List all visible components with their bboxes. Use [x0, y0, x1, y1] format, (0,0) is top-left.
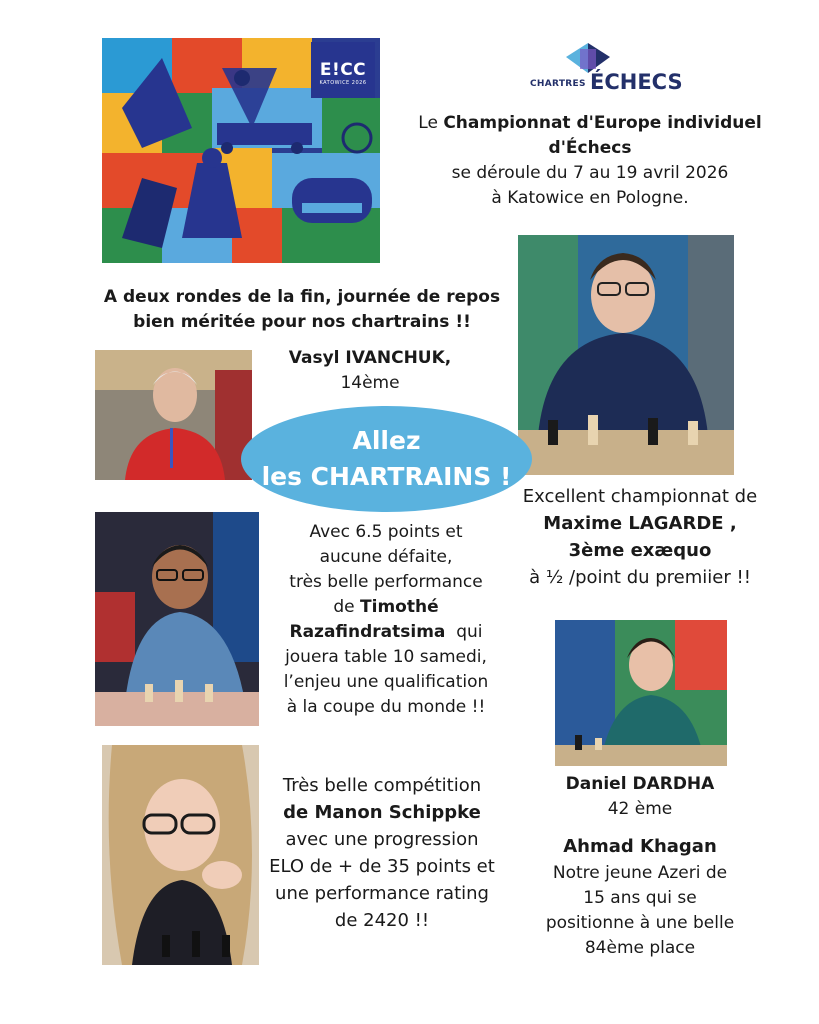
chartres-echecs-logo: [530, 35, 683, 97]
manon-line-1: Très belle compétition: [282, 775, 482, 796]
cheer-line-2: les CHARTRAINS !: [261, 462, 512, 491]
manon-line-3: avec une progression: [285, 829, 479, 850]
ivanchuk-rank: 14ème: [340, 373, 400, 393]
club-name-big: ÉCHECS: [590, 70, 683, 94]
timothe-line-6: jouera table 10 samedi,: [285, 647, 487, 667]
lagarde-line-4: à ½ /point du premiier !!: [529, 567, 751, 588]
manon-text: [262, 772, 502, 934]
dardha-name: Daniel DARDHA: [565, 774, 715, 794]
intro-prefix: Le: [418, 113, 444, 133]
cheer-line-1: Allez: [352, 426, 421, 455]
ecc-logo-subtext: KATOWICE 2026: [319, 80, 367, 86]
ecc-logo-text: E!CC: [319, 60, 367, 80]
championship-poster: [102, 38, 380, 263]
intro-line-2: [400, 136, 780, 161]
intro-line-3: se déroule du 7 au 19 avril 2026: [451, 163, 729, 183]
ivanchuk-photo: [95, 350, 252, 480]
timothe-text: [266, 520, 506, 720]
headline-line-1: A deux rondes de la fin, journée de repos: [103, 287, 501, 307]
club-name-small: CHARTRES: [530, 79, 586, 89]
intro-event-name: Championnat d'Europe individuel: [443, 113, 762, 133]
intro-line-1: [400, 111, 780, 136]
lagarde-line-1: Excellent championnat de: [522, 486, 758, 507]
lagarde-line-2: Maxime LAGARDE ,: [543, 513, 737, 534]
khagan-text: [520, 834, 760, 961]
timothe-firstname: Timothé: [360, 597, 439, 617]
timothe-line-8: à la coupe du monde !!: [286, 697, 486, 717]
ecc-logo: [311, 42, 375, 98]
khagan-line-4: 84ème place: [584, 938, 696, 958]
manon-line-5: une performance rating: [275, 883, 489, 904]
lagarde-text: [505, 483, 775, 591]
khagan-line-3: positionne à une belle: [545, 913, 735, 933]
intro-event-name-end: d'Échecs: [548, 138, 632, 158]
cheer-bubble: [241, 406, 532, 512]
manon-line-6: de 2420 !!: [334, 910, 430, 931]
timothe-lastname: Razafindratsima: [289, 622, 446, 642]
timothe-suffix: qui: [445, 622, 483, 642]
ivanchuk-name: Vasyl IVANCHUK,: [288, 348, 452, 368]
headline-line-2: bien méritée pour nos chartrains !!: [133, 312, 471, 332]
intro-line-4: à Katowice en Pologne.: [491, 188, 689, 208]
dardha-caption: [540, 772, 740, 822]
lagarde-line-3: 3ème exæquo: [568, 540, 712, 561]
manon-line-2: de Manon Schippke: [283, 802, 481, 823]
dardha-rank: 42 ème: [607, 799, 673, 819]
timothe-photo: [95, 512, 259, 726]
khagan-line-2: 15 ans qui se: [583, 888, 697, 908]
timothe-line-4: [266, 595, 506, 620]
timothe-line-2: aucune défaite,: [319, 547, 453, 567]
manon-line-4: ELO de + de 35 points et: [269, 856, 495, 877]
timothe-line-3: très belle performance: [289, 572, 483, 592]
timothe-line-5: [266, 620, 506, 645]
khagan-name: Ahmad Khagan: [563, 836, 717, 857]
lagarde-photo: [518, 235, 734, 475]
timothe-line-1: Avec 6.5 points et: [309, 522, 463, 542]
headline: [82, 285, 522, 335]
timothe-line-7: l’enjeu une qualification: [283, 672, 489, 692]
intro-text: [400, 111, 780, 211]
dardha-photo: [555, 620, 727, 766]
manon-photo: [102, 745, 259, 965]
khagan-line-1: Notre jeune Azeri de: [552, 863, 728, 883]
ivanchuk-caption: [270, 346, 470, 396]
timothe-prefix: de: [333, 597, 361, 617]
